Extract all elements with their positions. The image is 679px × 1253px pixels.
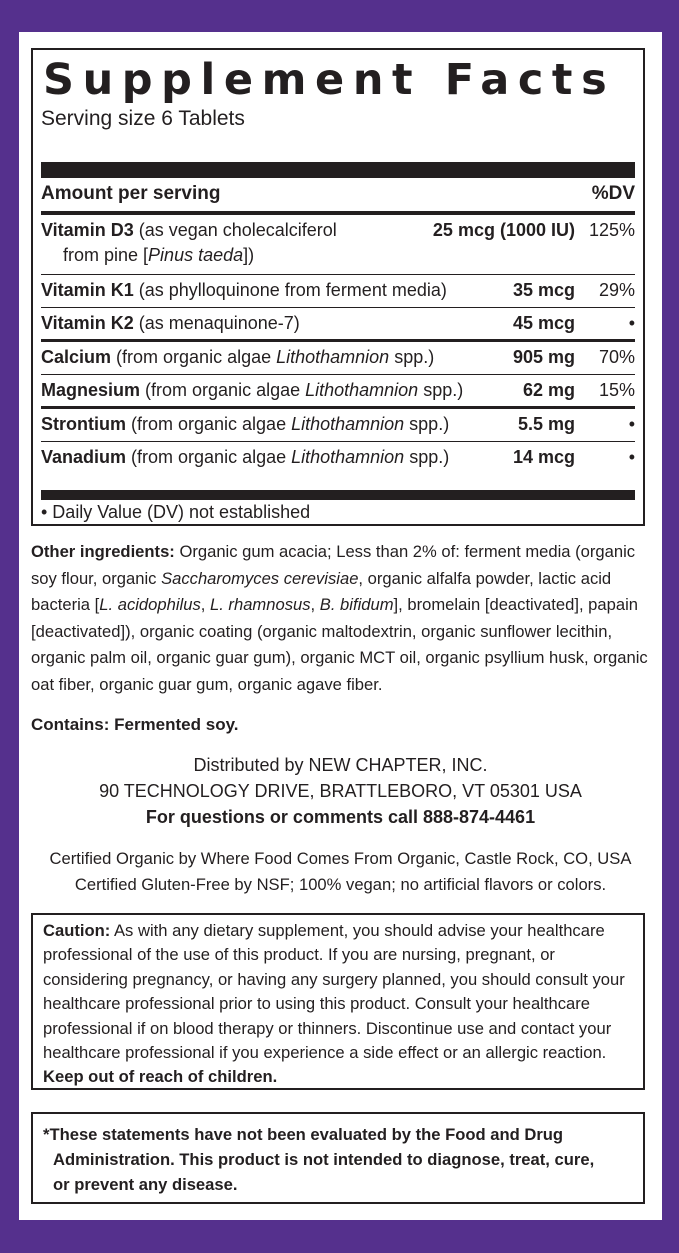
nutrient-desc: (from organic algae xyxy=(126,414,292,434)
nutrient-row-magnesium xyxy=(41,375,635,409)
caution-keep-out: Keep out of reach of children. xyxy=(43,1067,278,1087)
nutrient-row-vitamin-k1 xyxy=(41,275,635,308)
ingredients-text: Organic gum acacia; Less than 2% of: ferment media (organic soy flour, organic xyxy=(31,542,636,588)
nutrient-name: Vitamin K1 xyxy=(41,280,134,300)
nutrient-desc-tail: spp.) xyxy=(389,347,435,367)
nutrient-desc-tail: spp.) xyxy=(418,380,464,400)
nutrient-amount: 45 mcg xyxy=(512,313,575,333)
nutrient-name: Strontium xyxy=(41,414,126,434)
nutrient-dv: • xyxy=(628,447,635,467)
nutrient-name: Magnesium xyxy=(41,380,141,400)
nutrient-desc-tail: spp.) xyxy=(404,414,450,434)
certification-organic: Certified Organic by Where Food Comes From Organic, Castle Rock, CO, USA xyxy=(49,849,632,868)
fda-disclaimer-box xyxy=(31,1112,645,1204)
nutrient-amount: 25 mcg (1000 IU) xyxy=(432,220,575,240)
certification-gluten-free: Certified Gluten-Free by NSF; 100% vegan; no artificial flavors or colors. xyxy=(74,875,607,894)
disclaimer-line: Administration. This product is not intended to diagnose, treat, cure, xyxy=(53,1150,595,1169)
serving-size: Serving size 6 Tablets xyxy=(41,107,245,130)
ingredients-text: , organic alfalfa powder, lactic acid bacteria [ xyxy=(31,568,612,614)
nutrient-dv: 29% xyxy=(598,280,635,300)
nutrient-row-vitamin-k2 xyxy=(41,308,635,342)
nutrient-desc: (as menaquinone-7) xyxy=(133,313,300,333)
nutrient-name: Vitamin K2 xyxy=(41,313,134,333)
dv-header: %DV xyxy=(591,183,635,204)
nutrient-amount: 5.5 mg xyxy=(517,414,575,434)
ingredients-text: , xyxy=(200,595,210,614)
supplement-facts-box xyxy=(31,48,645,526)
nutrient-name: Calcium xyxy=(41,347,112,367)
nutrient-dv: 125% xyxy=(588,220,635,240)
ingredients-italic: L. acidophilus xyxy=(99,595,201,614)
ingredients-italic: L. rhamnosus xyxy=(209,595,311,614)
nutrient-dv: 70% xyxy=(598,347,635,367)
distributor-address: 90 TECHNOLOGY DRIVE, BRATTLEBORO, VT 05301 USA xyxy=(99,781,582,801)
bottom-divider xyxy=(41,490,635,500)
nutrient-desc: (from organic algae xyxy=(126,447,292,467)
distributor-name: Distributed by NEW CHAPTER, INC. xyxy=(193,755,488,775)
nutrient-amount: 35 mcg xyxy=(512,280,575,300)
ingredients-text: ], bromelain [deactivated], papain [deactivated]), organic coating (organic maltodextrin, organic sunflower lecithin, organic palm oil, organic guar gum), organic MCT oil, organic psyllium husk, organic oat fiber, organic guar gum, organic agave fiber. xyxy=(31,595,648,694)
ingredients-italic: B. bifidum xyxy=(319,595,394,614)
ingredients-italic: Saccharomyces cerevisiae xyxy=(161,568,359,588)
distributor-block xyxy=(19,752,662,830)
nutrient-desc: (as phylloquinone from ferment media) xyxy=(133,280,447,300)
nutrient-dv: • xyxy=(628,313,635,333)
ingredients-label: Other ingredients: xyxy=(31,542,175,561)
nutrient-amount: 62 mg xyxy=(522,380,575,400)
nutrient-desc: (from organic algae xyxy=(111,347,277,367)
nutrient-name: Vitamin D3 xyxy=(41,220,134,240)
nutrient-name: Vanadium xyxy=(41,447,127,467)
caution-text: As with any dietary supplement, you should advise your healthcare professional of the use of this product. If you are nursing, pregnant, or considering pregnancy, or having any surgery planned, you should consult your healthcare professional prior to using this product. Consult your healthcare professional if on blood therapy or thinners. Discontinue use and contact your healthcare professional if you experience a side effect or an allergic reaction. xyxy=(43,921,625,1063)
nutrient-desc-italic: Lithothamnion xyxy=(276,347,390,367)
dv-footnote: • Daily Value (DV) not established xyxy=(41,502,311,522)
nutrient-rows xyxy=(41,215,635,475)
other-ingredients xyxy=(31,539,651,698)
nutrient-desc-tail: spp.) xyxy=(404,447,450,467)
nutrient-row-strontium xyxy=(41,409,635,442)
nutrient-amount: 14 mcg xyxy=(512,447,575,467)
nutrient-row-calcium xyxy=(41,342,635,375)
nutrient-desc-italic: Lithothamnion xyxy=(291,447,405,467)
caution-box xyxy=(31,913,645,1090)
facts-title: Supplement Facts xyxy=(43,55,616,105)
amount-header-row xyxy=(41,180,635,208)
label-panel xyxy=(19,32,662,1220)
nutrient-dv: • xyxy=(628,414,635,434)
nutrient-desc-italic: Lithothamnion xyxy=(305,380,419,400)
disclaimer-line: *These statements have not been evaluated by the Food and Drug xyxy=(43,1125,564,1144)
nutrient-desc: (as vegan cholecalciferol xyxy=(133,220,337,240)
nutrient-desc-italic: Pinus taeda xyxy=(148,245,244,265)
caution-label: Caution: xyxy=(43,921,111,940)
disclaimer-line: or prevent any disease. xyxy=(53,1175,238,1194)
nutrient-desc-italic: Lithothamnion xyxy=(291,414,405,434)
nutrient-row-vanadium xyxy=(41,442,635,475)
nutrient-desc: (from organic algae xyxy=(140,380,306,400)
nutrient-desc-tail: ]) xyxy=(243,245,255,265)
contact-phone: For questions or comments call 888-874-4461 xyxy=(145,807,536,827)
nutrient-dv: 15% xyxy=(598,380,635,400)
certifications-block xyxy=(19,846,662,898)
contains-statement: Contains: Fermented soy. xyxy=(31,715,239,734)
nutrient-row-vitamin-d3 xyxy=(41,215,635,275)
nutrient-amount: 905 mg xyxy=(512,347,575,367)
amount-per-serving-label: Amount per serving xyxy=(41,183,221,204)
nutrient-desc-line2: from pine [ xyxy=(63,245,149,265)
thick-divider xyxy=(41,162,635,178)
ingredients-text: , xyxy=(310,595,320,614)
